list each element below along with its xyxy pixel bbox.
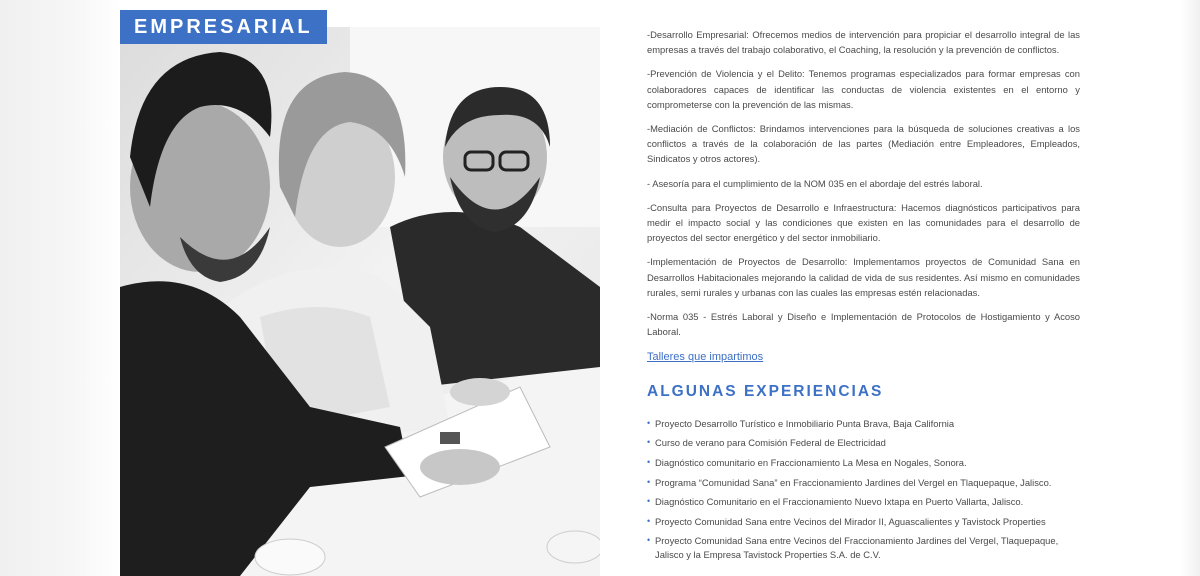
list-item — [647, 417, 1080, 431]
list-item — [647, 436, 1080, 450]
list-item-label: Diagnóstico Comunitario en el Fraccionamiento Nuevo Ixtapa en Puerto Vallarta, Jalisco. — [655, 496, 1024, 508]
list-item-label: Curso de verano para Comisión Federal de Electricidad — [655, 437, 886, 449]
photo-illustration — [120, 27, 600, 576]
list-item-label: Proyecto Comunidad Sana entre Vecinos del Fraccionamiento Jardines del Vergel, Tlaquepaque, Jalisco y la Empresa Tavistock Properties S.A. de C.V. — [655, 535, 1059, 561]
section-title-badge: EMPRESARIAL — [120, 10, 327, 44]
right-margin-background — [1180, 0, 1200, 576]
service-paragraph: -Desarrollo Empresarial: Ofrecemos medios de intervención para propiciar el desarrollo integral de las empresas a través del trabajo colaborativo, el Coaching, la resolución y la prevención de conflictos. — [647, 29, 1080, 56]
business-meeting-photo — [120, 27, 600, 576]
list-item-label: Diagnóstico comunitario en Fraccionamiento La Mesa en Nogales, Sonora. — [655, 457, 967, 469]
service-paragraph: - Asesoría para el cumplimiento de la NOM 035 en el abordaje del estrés laboral. — [647, 177, 983, 189]
list-item-label: Proyecto Comunidad Sana entre Vecinos del Mirador II, Aguascalientes y Tavistock Properties — [655, 515, 1046, 527]
service-paragraph: -Implementación de Proyectos de Desarrollo: Implementamos proyectos de Comunidad Sana en Desarrollos Habitacionales mejorando la calidad de vida de sus residentes. Así mismo en comunidades rurales, semi rurales y urbanas con las cuales las empresas estén relacionadas. — [647, 256, 1080, 298]
list-item — [647, 495, 1080, 509]
experiences-heading: ALGUNAS EXPERIENCIAS — [647, 382, 884, 400]
list-item — [647, 456, 1080, 470]
bullet-icon: • — [647, 515, 651, 526]
bullet-icon: • — [647, 496, 651, 507]
bullet-icon: • — [647, 535, 651, 546]
services-content — [647, 27, 1080, 568]
bullet-icon: • — [647, 437, 651, 448]
service-paragraph: -Norma 035 - Estrés Laboral y Diseño e Implementación de Protocolos de Hostigamiento y Acoso Laboral. — [647, 311, 1080, 338]
left-margin-background — [0, 0, 120, 576]
service-paragraph: -Prevención de Violencia y el Delito: Tenemos programas especializados para formar empresas con colaboradores capaces de identificar las conductas de violencia existentes en el entorno y comprometerse con la prevención de las mismas. — [647, 68, 1080, 110]
list-item — [647, 534, 1080, 561]
list-item — [647, 515, 1080, 529]
talleres-link[interactable]: Talleres que impartimos — [647, 351, 764, 364]
list-item-label: Proyecto Desarrollo Turístico e Inmobiliario Punta Brava, Baja California — [655, 417, 955, 429]
bullet-icon: • — [647, 457, 651, 468]
list-item-label: Programa “Comunidad Sana” en Fraccionamiento Jardines del Vergel en Tlaquepaque, Jalisco. — [655, 476, 1052, 488]
experiences-list — [647, 417, 1080, 562]
bullet-icon: • — [647, 476, 651, 487]
service-paragraph: -Consulta para Proyectos de Desarrollo e Infraestructura: Hacemos diagnósticos participativos para medir el impacto social y las condiciones que existen en las comunidades para el desarrollo de proyectos del sector energético y del sector inmobiliario. — [647, 201, 1080, 244]
service-paragraph: -Mediación de Conflictos: Brindamos intervenciones para la búsqueda de soluciones creativas a los conflictos a través de la colaboración de las partes (Mediación entre Empleadores, Empleados, Sindicatos y otros actores). — [647, 123, 1080, 165]
bullet-icon: • — [647, 417, 651, 428]
list-item — [647, 476, 1080, 490]
